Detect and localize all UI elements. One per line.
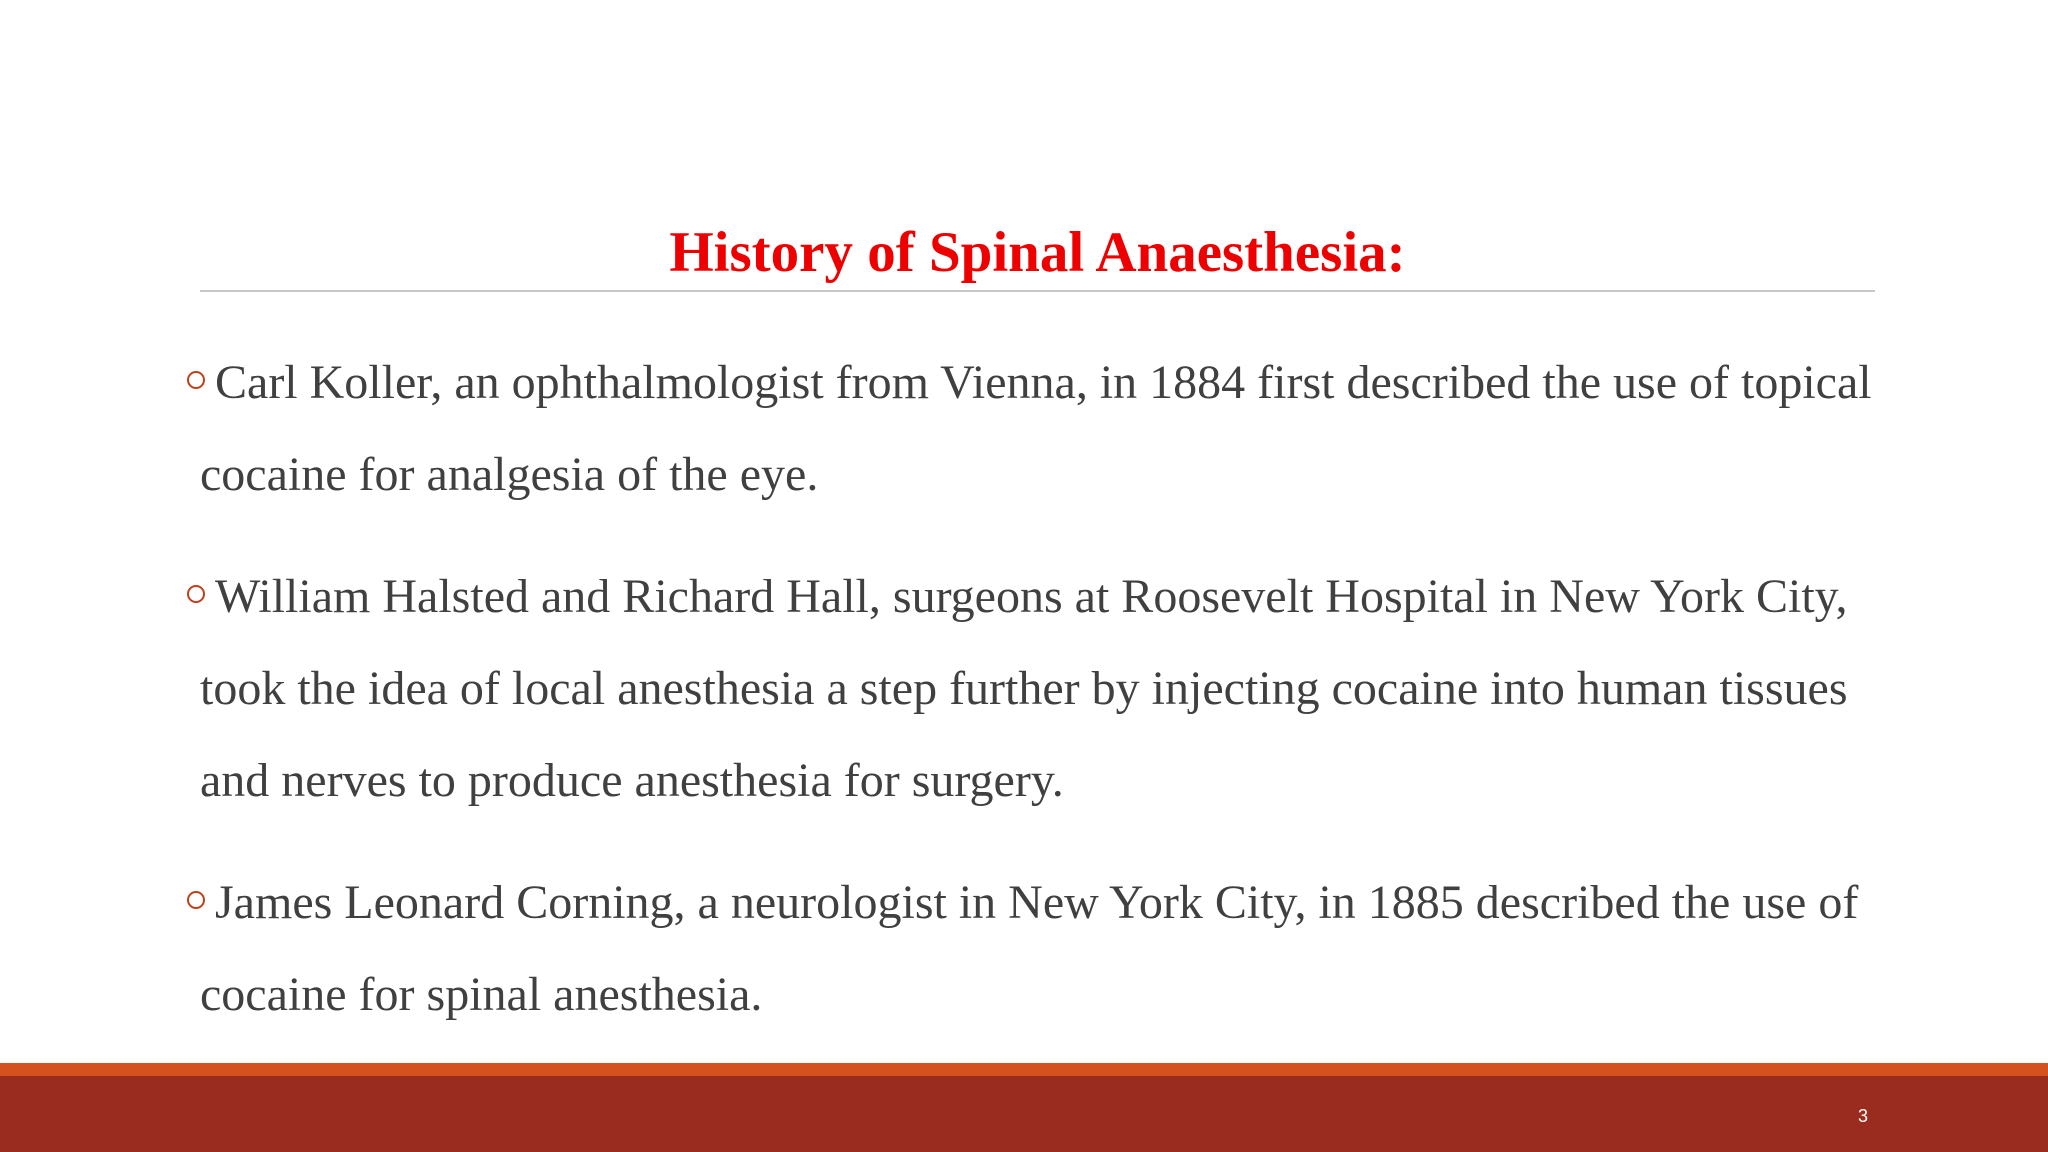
- bullet-item: [200, 857, 1875, 1041]
- hollow-circle-bullet-icon: [187, 891, 205, 909]
- bullet-text: William Halsted and Richard Hall, surgeons at Roosevelt Hospital in New York City, took the idea of local anesthesia a step further by injecting cocaine into human tissues and nerves to produce anesthesia for surgery.: [200, 570, 1848, 807]
- bullet-item: [200, 551, 1875, 827]
- page-number: 3: [1857, 1106, 1868, 1126]
- title-divider: [200, 290, 1875, 292]
- footer-bar: [0, 1076, 2048, 1152]
- hollow-circle-bullet-icon: [187, 371, 205, 389]
- bullet-text: Carl Koller, an ophthalmologist from Vienna, in 1884 first described the use of topical cocaine for analgesia of the eye.: [200, 356, 1872, 501]
- bullet-text: James Leonard Corning, a neurologist in New York City, in 1885 described the use of cocaine for spinal anesthesia.: [200, 876, 1859, 1021]
- footer-accent-stripe: [0, 1063, 2048, 1076]
- bullet-list: [200, 337, 1875, 1071]
- bullet-item: [200, 337, 1875, 521]
- hollow-circle-bullet-icon: [187, 585, 205, 603]
- slide-title: History of Spinal Anaesthesia:: [669, 221, 1406, 284]
